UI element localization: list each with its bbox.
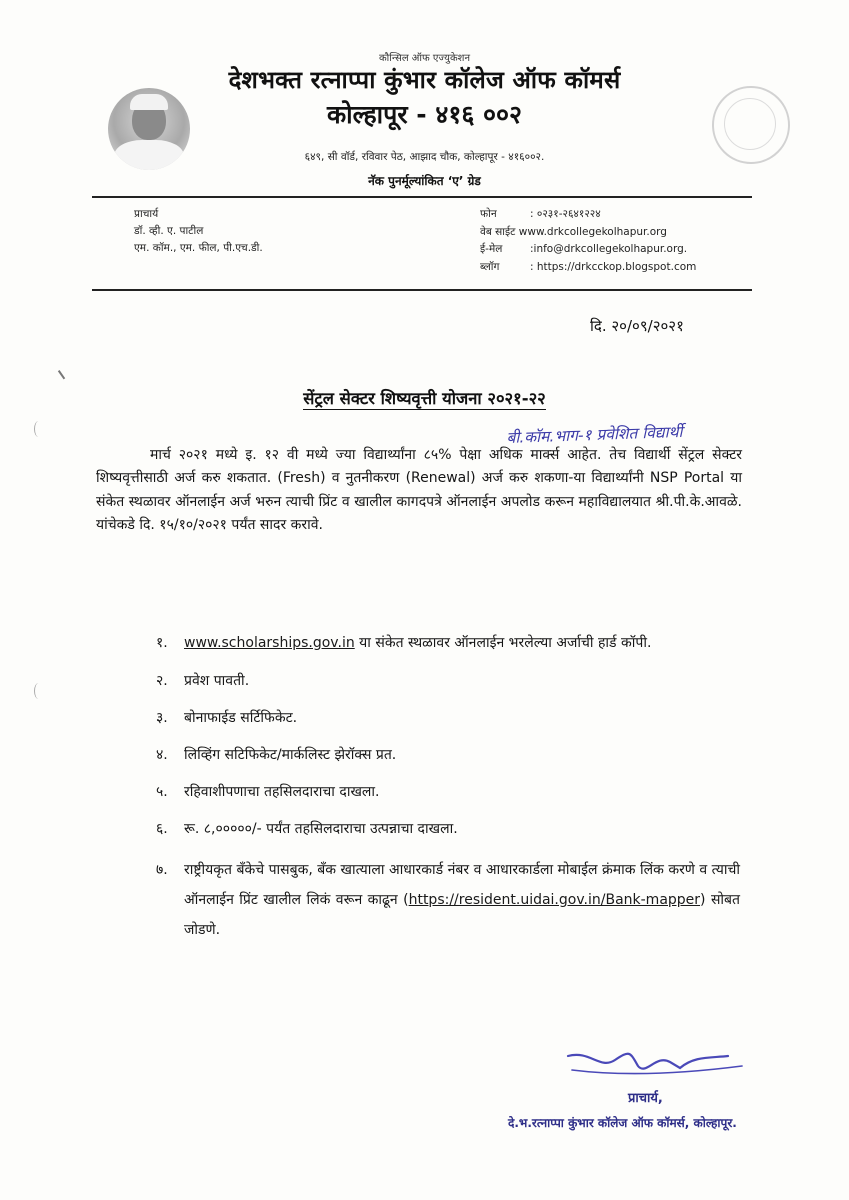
blog-label: ब्लॉग	[480, 260, 500, 273]
document-text: प्रवेश पावती.	[184, 673, 250, 689]
document-number: ६.	[156, 821, 168, 837]
principal-signature	[560, 1046, 750, 1086]
document-text: रू. ८,०००००/- पर्यंत तहसिलदाराचा उत्पन्नाचा दाखला.	[184, 821, 458, 837]
principal-qualifications: एम. कॉम., एम. फील, पी.एच.डी.	[134, 242, 263, 254]
website-label: वेब साईट	[480, 225, 516, 238]
document-item	[156, 781, 740, 804]
document-text: ) सोबत जोडणे.	[184, 892, 741, 938]
document-number: ३.	[156, 710, 168, 726]
document-item	[156, 855, 740, 945]
document-number: ५.	[156, 784, 168, 800]
blog-value: : https://drkcckop.blogspot.com	[530, 260, 697, 273]
document-number: ४.	[156, 747, 168, 763]
college-city: कोल्हापूर - ४१६ ००२	[326, 100, 523, 129]
notice-title	[0, 386, 849, 409]
document-item	[156, 670, 740, 693]
website-row	[480, 224, 696, 242]
scan-mark	[58, 367, 70, 380]
principal-name: डॉ. व्ही. ए. पाटील	[134, 225, 204, 237]
accreditation-grade: नॅक पुनर्मूल्यांकित ‘ए’ ग्रेड	[368, 174, 481, 188]
signatory-college: दे.भ.रत्नाप्पा कुंभार कॉलेज ऑफ कॉमर्स, कोल्हापूर.	[508, 1116, 737, 1130]
letterhead-divider-bottom	[92, 289, 752, 291]
letter-date: दि. २०/०९/२०२१	[590, 317, 684, 335]
phone-value: : ०२३१-२६४१२२४	[530, 208, 601, 220]
document-item	[156, 744, 740, 767]
document-number: ७.	[156, 862, 168, 878]
document-number: २.	[156, 673, 168, 689]
document-item	[156, 632, 740, 655]
handwritten-note-text: बी.कॉम.भाग-१ प्रवेशित विद्यार्थी	[506, 422, 683, 447]
society-name: कौन्सिल ऑफ एज्युकेशन	[379, 53, 470, 64]
email-label: ई-मेल	[480, 243, 503, 255]
punch-hole-mark	[34, 683, 43, 699]
principal-block	[134, 206, 263, 257]
email-row	[480, 241, 696, 259]
blog-row	[480, 259, 696, 277]
principal-title: प्राचार्य	[134, 208, 159, 220]
college-name: देशभक्त रत्नाप्पा कुंभार कॉलेज ऑफ कॉमर्स	[228, 66, 621, 94]
contact-block	[480, 206, 696, 276]
phone-row	[480, 206, 696, 224]
email-value: :info@drkcollegekolhapur.org.	[530, 243, 688, 255]
document-text: बोनाफाईड सर्टिफिकेट.	[184, 710, 298, 726]
document-text: रहिवाशीपणाचा तहसिलदाराचा दाखला.	[184, 784, 380, 800]
scholarships-portal-link[interactable]: www.scholarships.gov.in	[184, 635, 355, 651]
document-item	[156, 707, 740, 730]
signatory-role: प्राचार्य,	[628, 1091, 663, 1106]
letterhead-divider-top	[92, 196, 752, 198]
documents-list	[156, 632, 740, 945]
college-address: ६४९, सी वॉर्ड, रविवार पेठ, आझाद चौक, कोल्हापूर - ४१६००२.	[304, 151, 545, 163]
uidai-bank-mapper-link[interactable]: https://resident.uidai.gov.in/Bank-mapper	[408, 892, 701, 908]
document-item	[156, 818, 740, 841]
phone-label: फोन	[480, 208, 497, 220]
document-text: राष्ट्रीयकृत बॅंकेचे पासबुक, बॅंक खात्याला आधारकार्ड नंबर व आधारकार्डला मोबाईल क्रंमाक लिंक करणे व त्याची ऑनलाईन प्रिंट खालील लिकं वरून काढून (	[184, 862, 740, 908]
notice-title-text: सेंट्रल सेक्टर शिष्यवृत्ती योजना २०२१-२२	[303, 389, 546, 408]
notice-body: मार्च २०२१ मध्ये इ. १२ वी मध्ये ज्या विद्यार्थ्यांना ८५% पेक्षा अधिक मार्क्स आहेत. तेच विद्यार्थी सेंट्रल सेक्टर शिष्यवृत्तीसाठी अर्ज करु शकतात. (Fresh) व नुतनीकरण (Renewal) अर्ज करु शकणा-या विद्यार्थ्यांनी NSP Portal या संकेत स्थळावर ऑनलाईन अर्ज भरुन त्याची प्रिंट व खालील कागदपत्रे ऑनलाईन अपलोड करून महाविद्यालयात श्री.पी.के.आवळे. यांचेकडे दि. १५/१०/२०२१ पर्यंत सादर करावे.	[96, 447, 742, 534]
document-number: १.	[156, 635, 168, 651]
punch-hole-mark	[34, 421, 43, 437]
website-value: www.drkcollegekolhapur.org	[518, 225, 667, 238]
document-text: या संकेत स्थळावर ऑनलाईन भरलेल्या अर्जाची हार्ड कॉपी.	[354, 635, 652, 651]
document-text: लिव्हिंग सटिफिकेट/मार्कलिस्ट झेरॉक्स प्रत.	[184, 747, 397, 763]
